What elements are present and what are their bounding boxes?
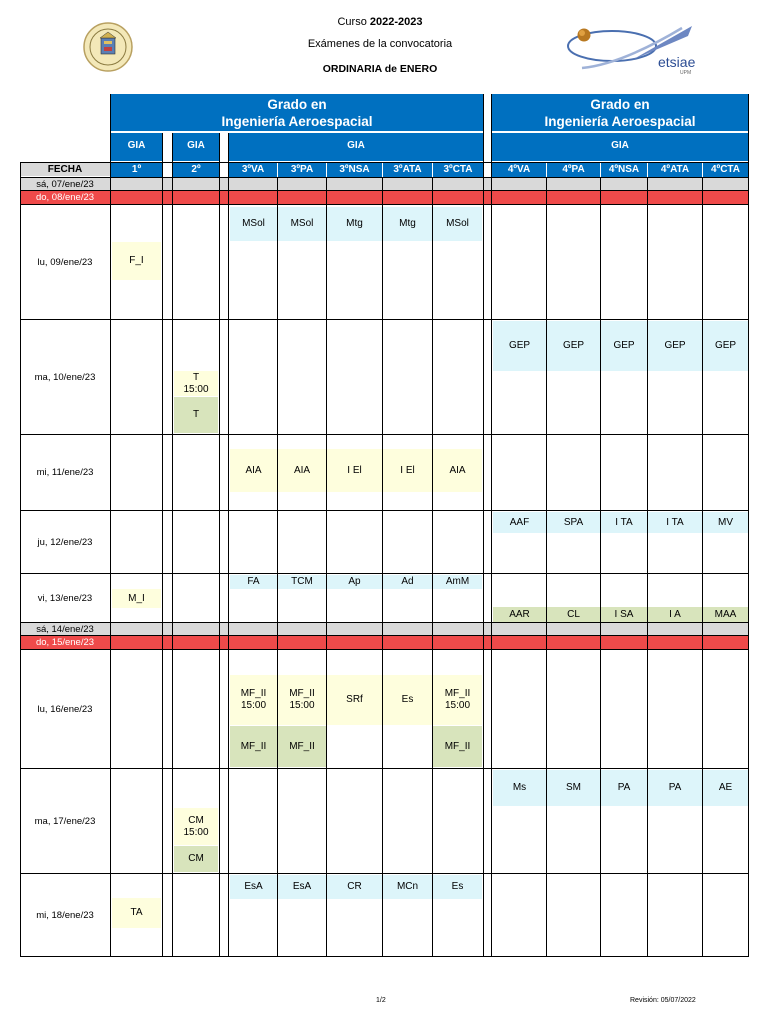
exam-cell: Es	[383, 675, 432, 725]
exam-cell: SRf	[327, 675, 382, 725]
exam-cell: I El	[327, 449, 382, 492]
exam-cell: GEP	[601, 321, 647, 371]
exam-cell: GEP	[648, 321, 702, 371]
date-label: mi, 18/ene/23	[36, 909, 94, 921]
grid-line	[20, 956, 748, 957]
exam-cell: I TA	[648, 512, 702, 533]
grid-line	[491, 94, 492, 957]
gia-label-4: GIA	[492, 133, 748, 161]
sunday-band	[20, 191, 748, 204]
exam-cell: AAF	[493, 512, 546, 533]
exam-cell: TA	[112, 898, 161, 928]
exam-cell: MF_II 15:00	[230, 675, 277, 725]
grid-line	[748, 94, 749, 957]
page-number: 1/2	[376, 997, 386, 1004]
revision-date: Revisión: 05/07/2022	[630, 997, 696, 1004]
grid-line	[326, 177, 327, 957]
grid-line	[20, 649, 748, 650]
col-header-4ata: 4ºATA	[648, 163, 702, 177]
grid-line	[20, 768, 748, 769]
grid-line	[20, 573, 748, 574]
grid-line	[432, 177, 433, 957]
col-header-3nsa: 3ºNSA	[327, 163, 382, 177]
etsiae-logo-text: etsiae	[658, 54, 696, 70]
exam-cell: MV	[703, 512, 748, 533]
exam-cell: MF_II 15:00	[433, 675, 482, 725]
col-header-3va: 3ºVA	[229, 163, 277, 177]
date-label: do, 15/ene/23	[35, 637, 95, 648]
etsiae-logo-subtext: UPM	[680, 70, 692, 76]
exam-cell: F_I	[112, 242, 161, 280]
exam-cell: MSol	[230, 207, 277, 241]
exam-cell: EsA	[278, 875, 326, 899]
col-header-4nsa: 4ºNSA	[601, 163, 647, 177]
saturday-band	[20, 623, 748, 635]
grid-line	[20, 190, 748, 191]
exam-cell: I El	[383, 449, 432, 492]
col-header-3ata: 3ºATA	[383, 163, 432, 177]
date-label: lu, 09/ene/23	[37, 256, 93, 268]
grid-line	[483, 94, 484, 957]
grid-line	[20, 434, 748, 435]
exam-cell: Ap	[327, 575, 382, 589]
exam-cell: AIA	[230, 449, 277, 492]
exam-cell: SM	[547, 770, 600, 806]
gia-label-2: GIA	[173, 133, 219, 161]
fecha-header: FECHA	[20, 163, 110, 176]
exam-cell: SPA	[547, 512, 600, 533]
grid-line	[277, 177, 278, 957]
col-header-1: 1º	[111, 163, 162, 177]
course-line: Curso 2022-2023	[337, 16, 423, 28]
exam-cell: I SA	[601, 607, 647, 622]
exam-cell: I A	[648, 607, 702, 622]
date-label: lu, 16/ene/23	[37, 703, 93, 715]
exam-cell: MSol	[433, 207, 482, 241]
grid-line	[647, 177, 648, 957]
exam-cell: GEP	[547, 321, 600, 371]
exam-cell: MF_II 15:00	[278, 675, 326, 725]
group-title-right: Grado en Ingeniería Aeroespacial	[492, 94, 748, 131]
exam-cell: MSol	[278, 207, 326, 241]
etsiae-logo	[562, 22, 702, 78]
col-header-4va: 4ºVA	[492, 163, 546, 177]
date-label: mi, 11/ene/23	[36, 467, 94, 478]
date-label: vi, 13/ene/23	[37, 592, 93, 604]
exam-cell: CM 15:00	[174, 808, 218, 845]
exam-cell: Mtg	[383, 207, 432, 241]
grid-line	[20, 510, 748, 511]
date-label: sá, 07/ene/23	[36, 179, 94, 190]
grid-line	[20, 319, 748, 320]
exam-cell: T 15:00	[174, 371, 218, 396]
exam-cell: Ad	[383, 575, 432, 589]
exam-cell: CL	[547, 607, 600, 622]
grid-line	[702, 177, 703, 957]
exam-cell: AAR	[493, 607, 546, 622]
grid-line	[162, 133, 163, 957]
date-label: ma, 10/ene/23	[34, 371, 96, 383]
exam-subtitle: Exámenes de la convocatoria	[307, 38, 453, 50]
exam-cell: MAA	[703, 607, 748, 622]
exam-cell: PA	[601, 770, 647, 806]
exam-cell: FA	[230, 575, 277, 589]
exam-cell: MF_II	[230, 726, 277, 767]
col-header-3cta: 3ºCTA	[433, 163, 483, 177]
exam-cell: I TA	[601, 512, 647, 533]
exam-cell: MCn	[383, 875, 432, 899]
grid-line	[20, 635, 748, 636]
gia-label-3: GIA	[229, 133, 483, 161]
date-label: ma, 17/ene/23	[34, 815, 96, 827]
exam-cell: Ms	[493, 770, 546, 806]
university-seal-logo	[82, 22, 134, 72]
grid-line	[20, 162, 21, 957]
exam-cell: MF_II	[433, 726, 482, 767]
exam-cell: Es	[433, 875, 482, 899]
date-label: sá, 14/ene/23	[36, 624, 94, 635]
grid-line	[228, 133, 229, 957]
grid-line	[546, 177, 547, 957]
grid-line	[172, 133, 173, 957]
grid-line	[382, 177, 383, 957]
date-label: do, 08/ene/23	[35, 192, 95, 203]
exam-cell: TCM	[278, 575, 326, 589]
exam-cell: M_I	[112, 589, 161, 608]
col-header-3pa: 3ºPA	[278, 163, 326, 177]
exam-cell: CM	[174, 846, 218, 872]
exam-cell: T	[174, 397, 218, 433]
exam-cell: AE	[703, 770, 748, 806]
exam-cell: AIA	[433, 449, 482, 492]
grid-line	[20, 177, 748, 178]
gia-label-1: GIA	[111, 133, 162, 161]
grid-line	[20, 873, 748, 874]
grid-line	[219, 133, 220, 957]
sunday-band	[20, 636, 748, 649]
session-title: ORDINARIA de ENERO	[322, 63, 438, 75]
col-header-4cta: 4ºCTA	[703, 163, 748, 177]
exam-cell: PA	[648, 770, 702, 806]
grid-line	[110, 94, 111, 957]
grid-line	[600, 177, 601, 957]
exam-cell: GEP	[703, 321, 748, 371]
exam-cell: MF_II	[278, 726, 326, 767]
exam-cell: AIA	[278, 449, 326, 492]
exam-cell: CR	[327, 875, 382, 899]
grid-line	[20, 622, 748, 623]
date-label: ju, 12/ene/23	[37, 536, 93, 548]
exam-cell: Mtg	[327, 207, 382, 241]
col-header-2: 2º	[173, 163, 219, 177]
group-title-left: Grado en Ingeniería Aeroespacial	[111, 94, 483, 131]
grid-line	[20, 162, 748, 163]
exam-cell: EsA	[230, 875, 277, 899]
saturday-band	[20, 178, 748, 190]
grid-line	[20, 204, 748, 205]
col-header-4pa: 4ºPA	[547, 163, 600, 177]
exam-cell: AmM	[433, 575, 482, 589]
exam-cell: GEP	[493, 321, 546, 371]
